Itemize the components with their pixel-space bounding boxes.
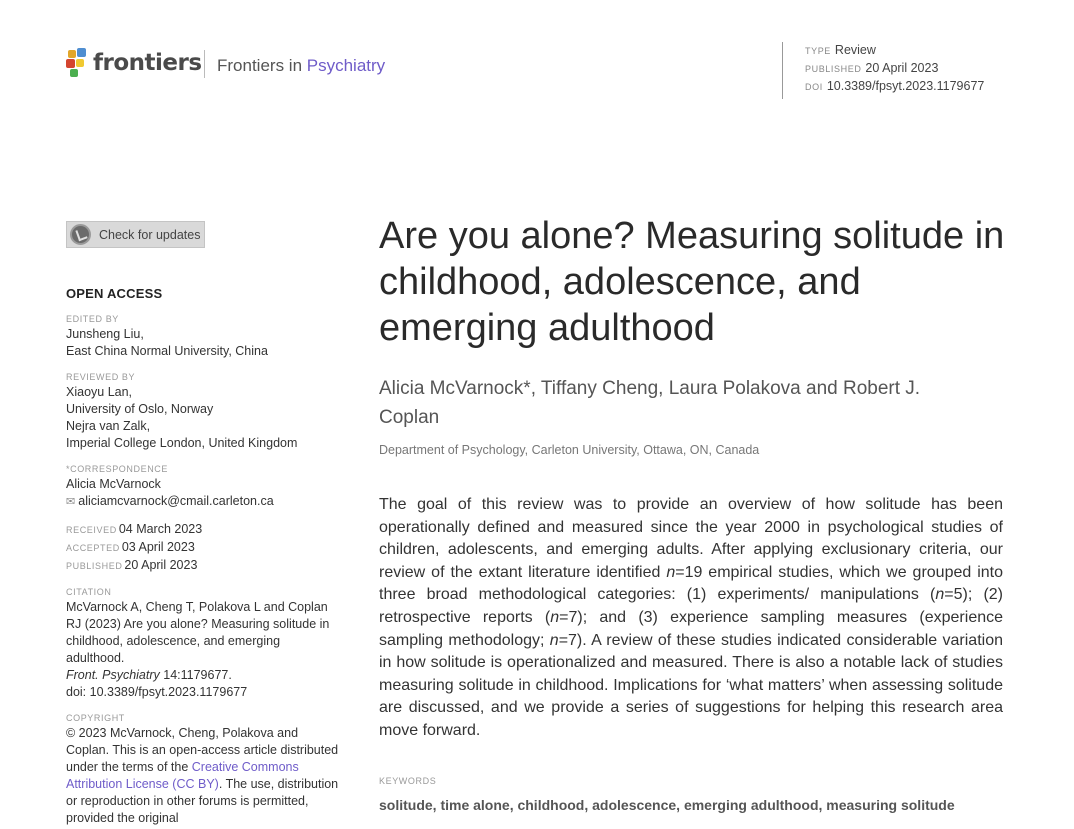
correspondence-label: *CORRESPONDENCE	[66, 464, 169, 474]
article-sidebar	[66, 285, 341, 829]
abstract-part-2: =19 empirical studies, which we grouped into three broad methodological categories: (1) experiments/ manipulations (	[379, 563, 1004, 604]
published-key: PUBLISHED	[66, 561, 123, 571]
envelope-icon: ✉	[66, 496, 79, 508]
article-title: Are you alone? Measuring solitude in childhood, adolescence, and emerging adulthood	[379, 215, 1005, 349]
meta-type	[805, 42, 984, 60]
copyright-text	[66, 726, 338, 825]
correspondence-name: Alicia McVarnock	[66, 477, 161, 491]
abstract-n-3: n	[550, 608, 560, 626]
journal-accent: Psychiatry	[306, 56, 386, 75]
abstract-n-1: n	[666, 563, 676, 581]
copyright-text-2: . The use, distribution or reproduction in other forums is permitted, provided the original	[66, 777, 339, 825]
frontiers-logo[interactable]	[66, 48, 202, 78]
edited-by-label: EDITED BY	[66, 314, 119, 324]
abstract-part-5: =7). A review of these studies indicated considerable variation in how solitude is operationalized and measured. There is also a notable lack of studies measuring solitude in childhood. Implications for ‘what matters’ when assessing solitude are discussed, and we provide a series of suggestions for helping this research area move forward.	[379, 631, 1003, 739]
meta-doi[interactable]	[805, 78, 984, 96]
cc-by-license-link[interactable]: Creative Commons Attribution License (CC BY)	[66, 760, 299, 791]
abstract	[379, 494, 1003, 743]
abstract-part-4: =7); and (3) experience sampling measures (experience sampling methodology;	[379, 608, 1004, 649]
editor-name: Junsheng Liu,	[66, 327, 144, 341]
copyright-text-1: © 2023 McVarnock, Cheng, Polakova and Coplan. This is an open-access article distributed under the terms of the	[66, 726, 339, 774]
check-updates-icon	[70, 224, 91, 245]
brand-name: frontiers	[93, 50, 202, 76]
keywords-label: KEYWORDS	[379, 776, 437, 786]
correspondence-email-row[interactable]	[66, 493, 341, 511]
reviewed-by-label: REVIEWED BY	[66, 372, 136, 382]
edited-by-section	[66, 312, 341, 360]
published-date	[66, 557, 341, 575]
abstract-n-2: n	[935, 586, 945, 604]
meta-type-value: Review	[834, 43, 876, 57]
correspondence-section	[66, 462, 341, 511]
abstract-part-1: The goal of this review was to provide an overview of how solitude has been operationally defined and measured since the year 2000 in psychological studies of children, adolescents, and emerging adults. After applying exclusionary criteria, our review of the extant literature identified	[379, 496, 1003, 581]
citation-doi[interactable]: doi: 10.3389/fpsyt.2023.1179677	[66, 685, 248, 699]
check-for-updates-button[interactable]	[66, 221, 205, 248]
copyright-section	[66, 711, 341, 827]
citation-journal-line	[66, 667, 341, 684]
citation-text: McVarnock A, Cheng T, Polakova L and Coplan RJ (2023) Are you alone? Measuring solitude in childhood, adolescence, and emerging adulthood.	[66, 600, 330, 665]
reviewer-1-affiliation: University of Oslo, Norway	[66, 402, 214, 416]
accepted-key: ACCEPTED	[66, 543, 120, 553]
open-access-label: OPEN ACCESS	[66, 286, 163, 301]
author-affiliation: Department of Psychology, Carleton University, Ottawa, ON, Canada	[379, 443, 760, 457]
meta-published	[805, 60, 984, 78]
received-key: RECEIVED	[66, 525, 117, 535]
journal-prefix: Frontiers in	[217, 56, 307, 75]
journal-name[interactable]	[204, 50, 385, 78]
received-value: 04 March 2023	[118, 522, 203, 536]
copyright-label: COPYRIGHT	[66, 713, 125, 723]
reviewed-by-section	[66, 370, 341, 452]
accepted-date	[66, 539, 341, 557]
keywords: solitude, time alone, childhood, adolescence, emerging adulthood, measuring solitude	[379, 797, 955, 813]
meta-published-key: PUBLISHED	[805, 64, 862, 74]
meta-type-key: TYPE	[805, 46, 831, 56]
citation-volume: 14:1179677.	[159, 668, 232, 682]
reviewer-2-name: Nejra van Zalk,	[66, 419, 151, 433]
meta-doi-key: DOI	[805, 82, 823, 92]
article-authors: Alicia McVarnock*, Tiffany Cheng, Laura Polakova and Robert J. Coplan	[379, 378, 921, 428]
citation-label: CITATION	[66, 587, 112, 597]
frontiers-logo-icon	[66, 48, 88, 78]
published-value: 20 April 2023	[124, 558, 198, 572]
accepted-value: 03 April 2023	[121, 540, 195, 554]
abstract-n-4: n	[549, 631, 559, 649]
citation-section	[66, 585, 341, 701]
editor-affiliation: East China Normal University, China	[66, 344, 268, 358]
correspondence-email[interactable]: aliciamcvarnock@cmail.carleton.ca	[78, 494, 274, 508]
received-date	[66, 521, 341, 539]
article-meta	[782, 42, 984, 99]
dates-section	[66, 521, 341, 575]
meta-published-value: 20 April 2023	[865, 61, 939, 75]
citation-journal: Front. Psychiatry	[66, 668, 160, 682]
reviewer-1-name: Xiaoyu Lan,	[66, 385, 133, 399]
reviewer-2-affiliation: Imperial College London, United Kingdom	[66, 436, 298, 450]
abstract-part-3: =5); (2) retrospective reports (	[379, 586, 1003, 626]
meta-doi-value[interactable]: 10.3389/fpsyt.2023.1179677	[826, 79, 985, 93]
check-updates-label: Check for updates	[99, 227, 201, 242]
